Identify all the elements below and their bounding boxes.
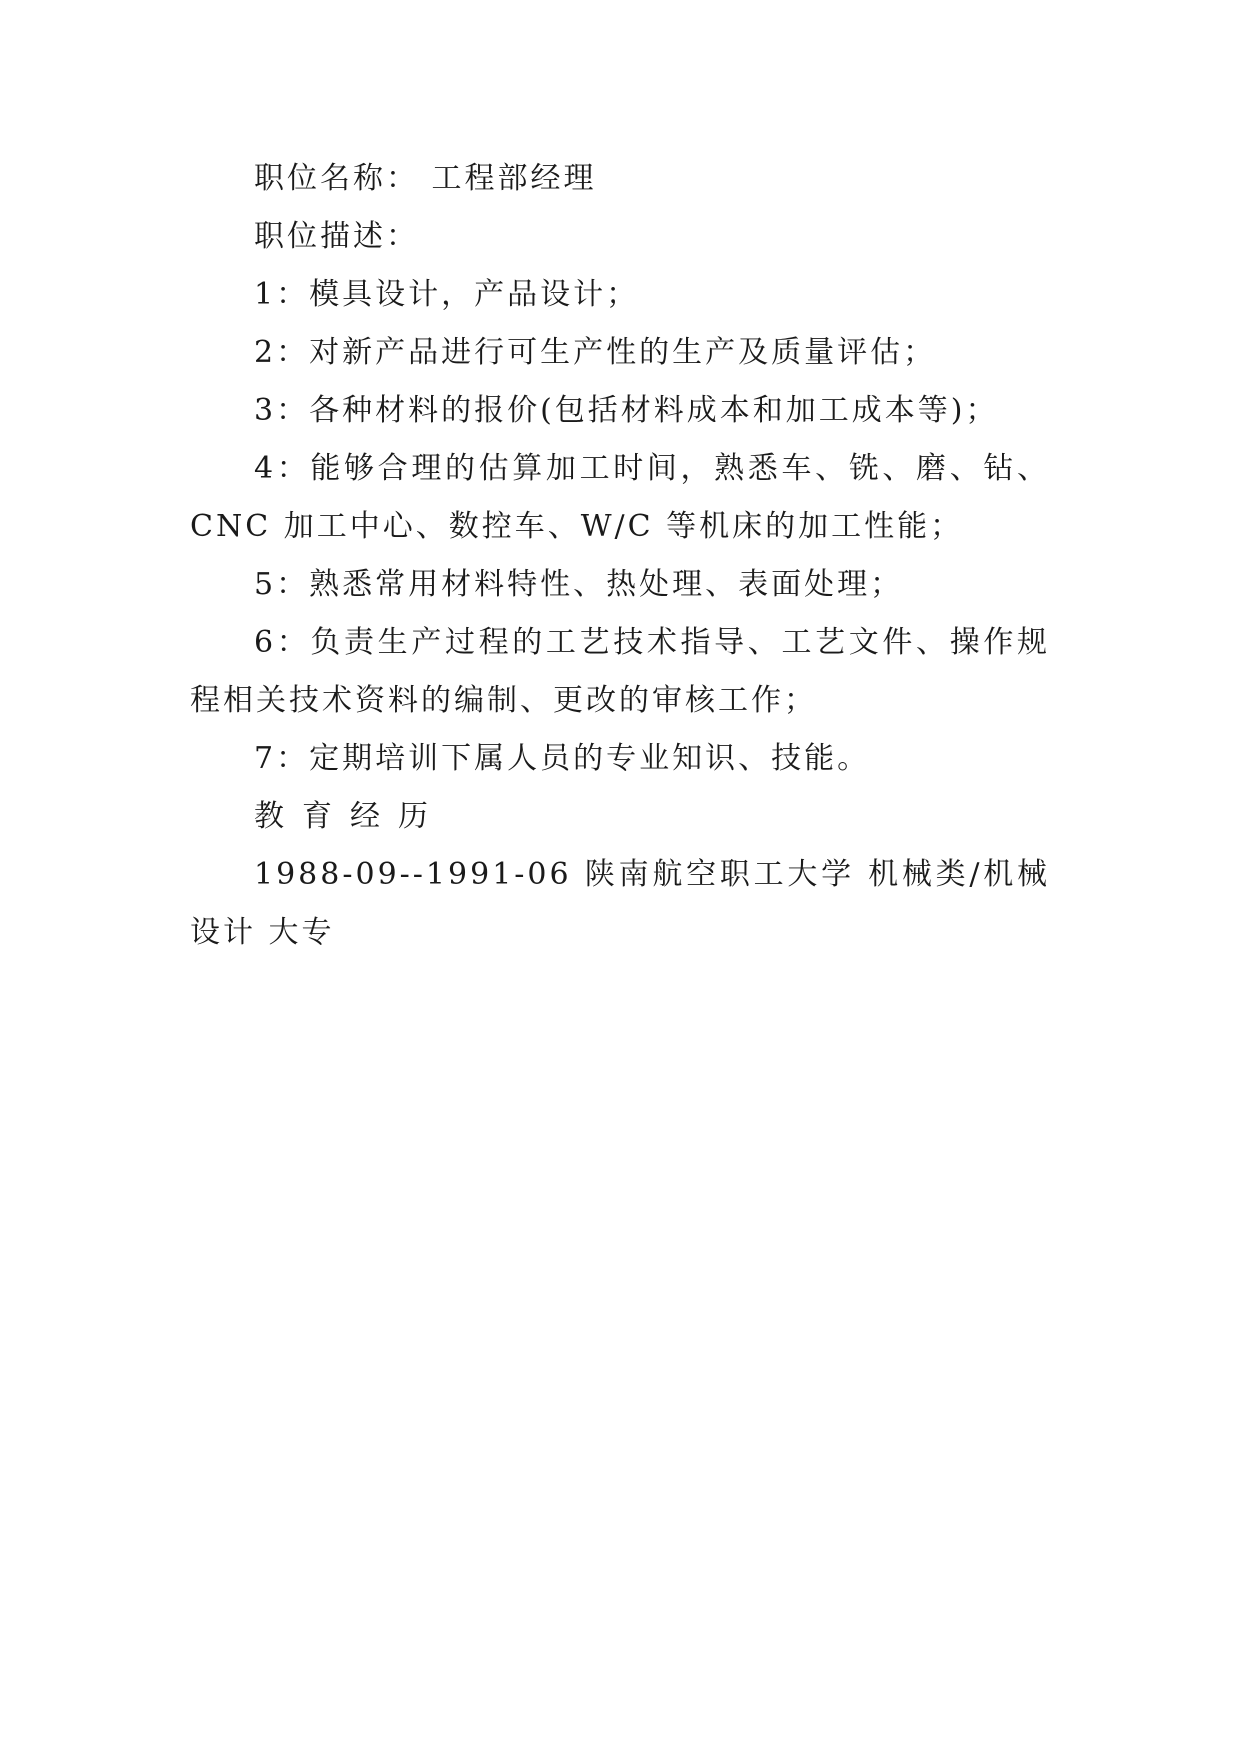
duty-item-1: 1：模具设计，产品设计；: [254, 277, 640, 312]
duty-item-2: 2：对新产品进行可生产性的生产及质量评估；: [254, 335, 937, 370]
duty-item-3: 3：各种材料的报价(包括材料成本和加工成本等)；: [254, 393, 999, 428]
position-title-line: 职位名称： 工程部经理: [254, 161, 597, 196]
duty-item-5: 5：熟悉常用材料特性、热处理、表面处理；: [254, 567, 904, 602]
duty-item-4: 4：能够合理的估算加工时间，熟悉车、铣、磨、钻、CNC 加工中心、数控车、W/C 等机床的加工性能；: [190, 451, 1050, 544]
education-heading: 教育经历: [254, 799, 446, 834]
duty-item-7: 7：定期培训下属人员的专业知识、技能。: [254, 741, 871, 776]
duty-item-6: 6：负责生产过程的工艺技术指导、工艺文件、操作规程相关技术资料的编制、更改的审核工作；: [190, 625, 1050, 718]
education-entry: 1988-09--1991-06 陕南航空职工大学 机械类/机械设计 大专: [190, 857, 1050, 950]
job-description-heading: 职位描述：: [254, 219, 419, 254]
document-page: [190, 150, 1050, 962]
